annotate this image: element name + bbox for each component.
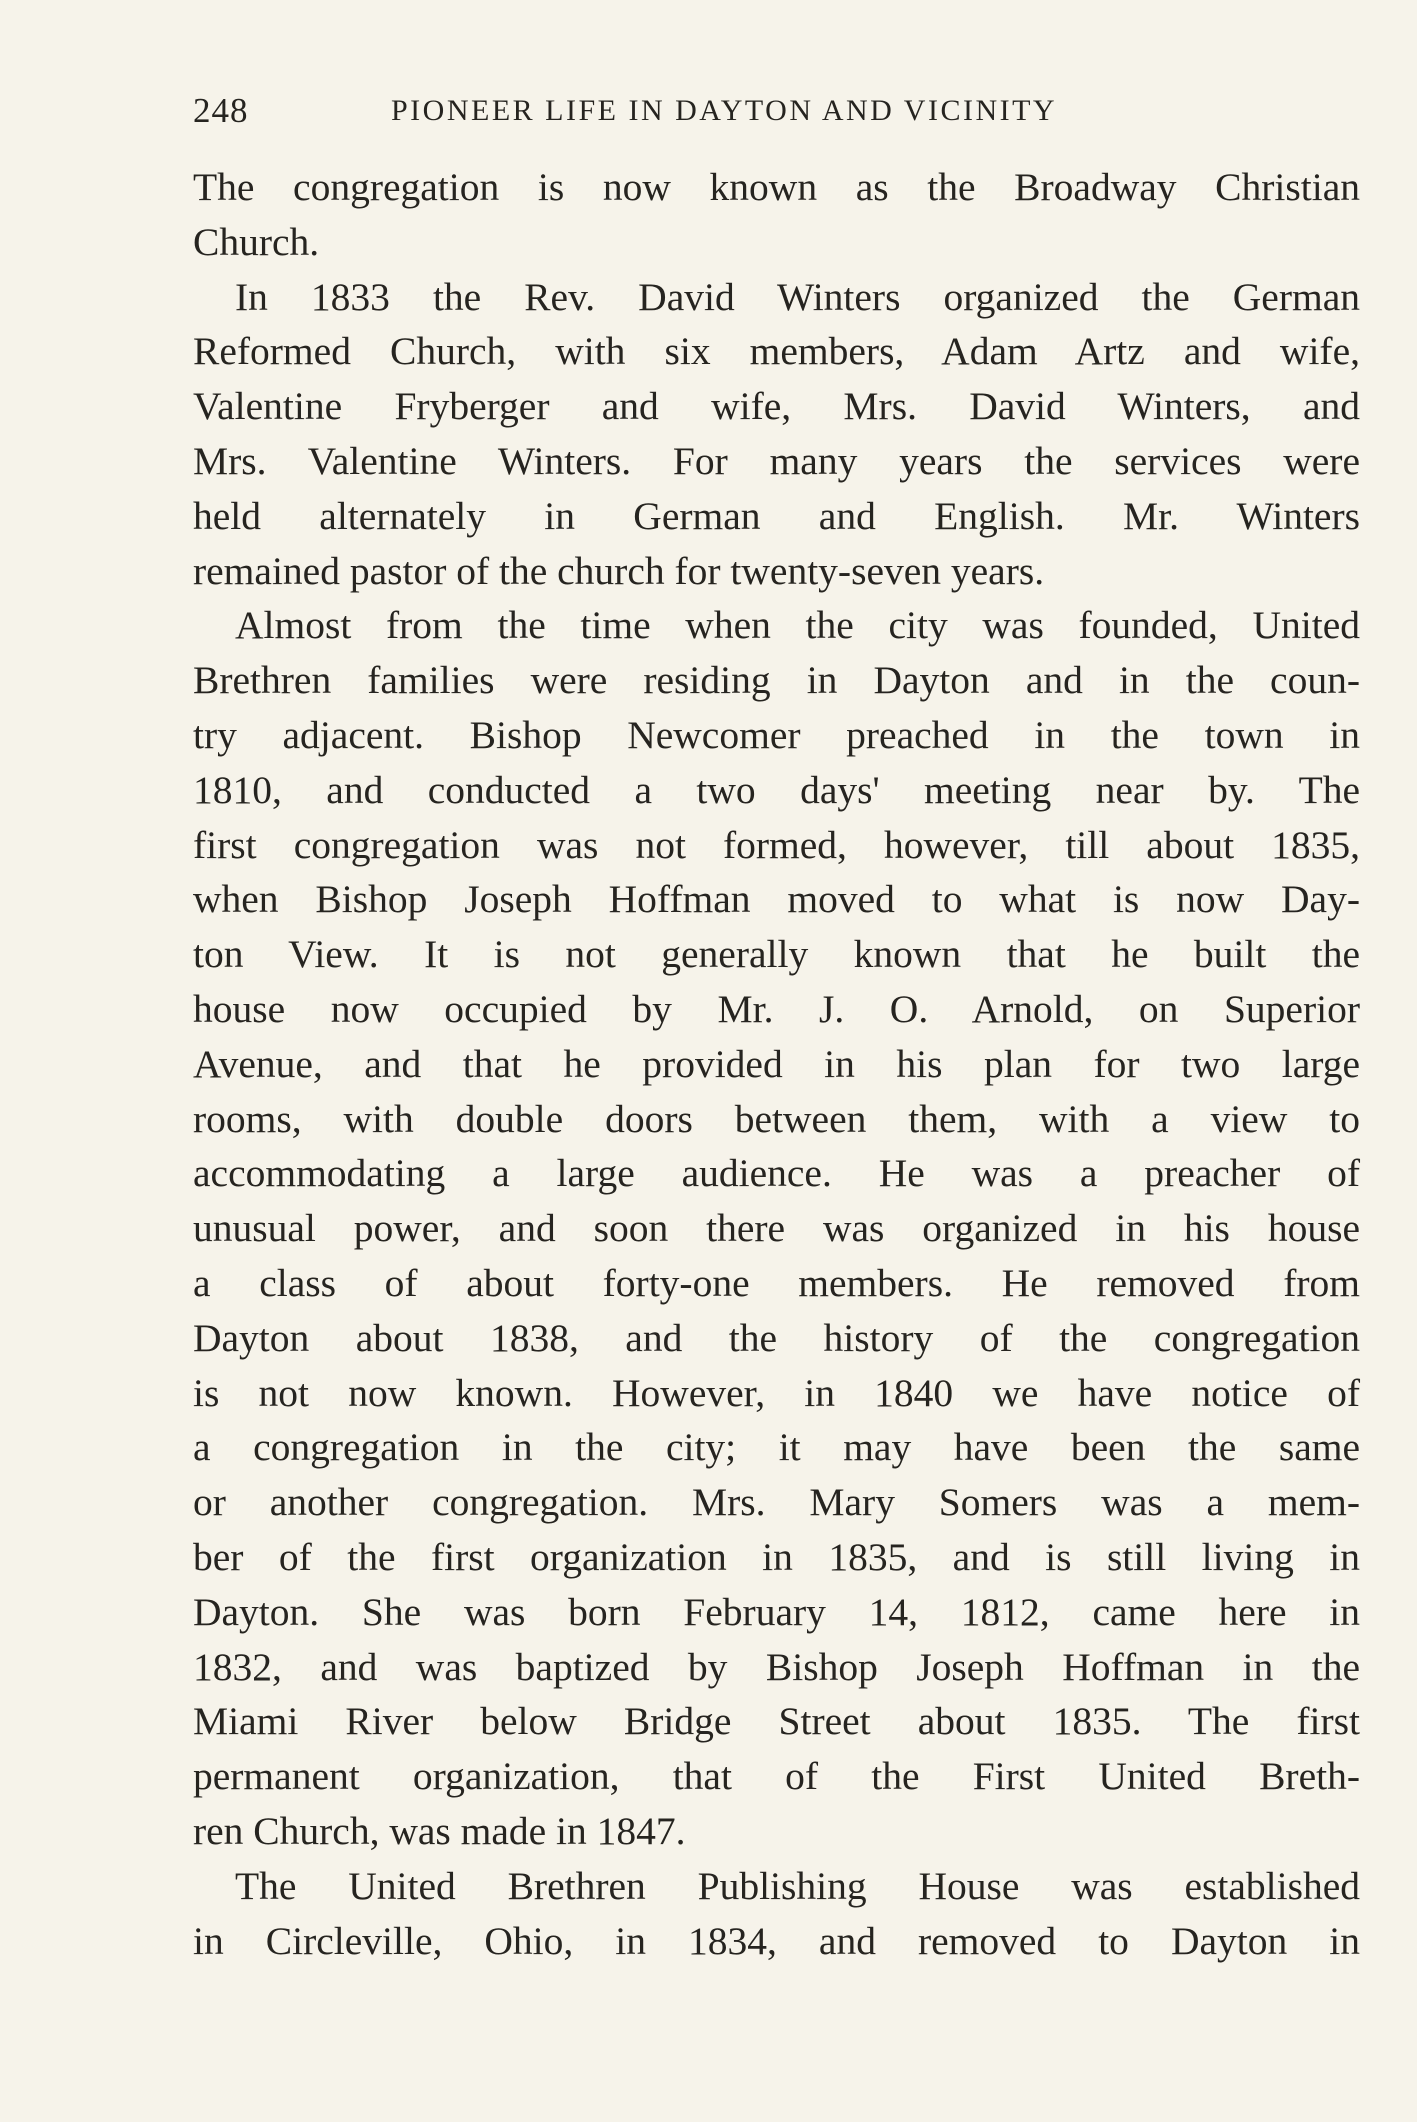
text-line: 1810, and conducted a two days' meeting near by. The xyxy=(193,767,1360,812)
running-title: PIONEER LIFE IN DAYTON AND VICINITY xyxy=(391,94,1058,127)
text-line: Miami River below Bridge Street about 1835. The first xyxy=(193,1699,1360,1744)
body-text xyxy=(193,160,1360,1968)
text-line: try adjacent. Bishop Newcomer preached in the town in xyxy=(193,712,1360,757)
text-line: ber of the first organization in 1835, and is still living in xyxy=(193,1534,1360,1579)
text-line: rooms, with double doors between them, with a view to xyxy=(193,1096,1360,1141)
text-line: permanent organization, that of the First United Breth- xyxy=(193,1754,1360,1799)
text-line: ren Church, was made in 1847. xyxy=(193,1808,686,1853)
text-line: Valentine Fryberger and wife, Mrs. David Winters, and xyxy=(193,384,1360,429)
text-line: Almost from the time when the city was founded, United xyxy=(235,603,1360,648)
text-line: Mrs. Valentine Winters. For many years the services were xyxy=(193,438,1360,483)
text-line: a congregation in the city; it may have been the same xyxy=(193,1425,1360,1470)
text-line: Reformed Church, with six members, Adam Artz and wife, xyxy=(193,329,1360,374)
text-line: Brethren families were residing in Dayton and in the coun- xyxy=(193,658,1360,703)
text-line: or another congregation. Mrs. Mary Somers was a mem- xyxy=(193,1480,1360,1525)
text-line: first congregation was not formed, however, till about 1835, xyxy=(193,822,1360,867)
text-line: held alternately in German and English. Mr. Winters xyxy=(193,493,1360,538)
page-number: 248 xyxy=(193,91,249,130)
text-line: Dayton about 1838, and the history of the congregation xyxy=(193,1315,1360,1360)
text-line: accommodating a large audience. He was a preacher of xyxy=(193,1151,1360,1196)
text-line: ton View. It is not generally known that he built the xyxy=(193,932,1360,977)
text-line: house now occupied by Mr. J. O. Arnold, on Superior xyxy=(193,986,1360,1031)
text-line: a class of about forty-one members. He removed from xyxy=(193,1260,1360,1305)
text-line: 1832, and was baptized by Bishop Joseph Hoffman in the xyxy=(193,1644,1360,1689)
text-line: In 1833 the Rev. David Winters organized the German xyxy=(235,274,1360,319)
text-line: remained pastor of the church for twenty-seven years. xyxy=(193,548,1045,593)
text-line: is not now known. However, in 1840 we have notice of xyxy=(193,1370,1360,1415)
page-header xyxy=(193,88,1203,134)
text-line: The United Brethren Publishing House was established xyxy=(235,1863,1360,1908)
text-line: Church. xyxy=(193,219,320,264)
text-line: unusual power, and soon there was organized in his house xyxy=(193,1206,1360,1251)
text-line: Avenue, and that he provided in his plan for two large xyxy=(193,1041,1360,1086)
text-line: when Bishop Joseph Hoffman moved to what is now Day- xyxy=(193,877,1360,922)
text-line: in Circleville, Ohio, in 1834, and removed to Dayton in xyxy=(193,1918,1360,1963)
text-line: The congregation is now known as the Broadway Christian xyxy=(193,165,1360,209)
text-line: Dayton. She was born February 14, 1812, came here in xyxy=(193,1589,1360,1634)
